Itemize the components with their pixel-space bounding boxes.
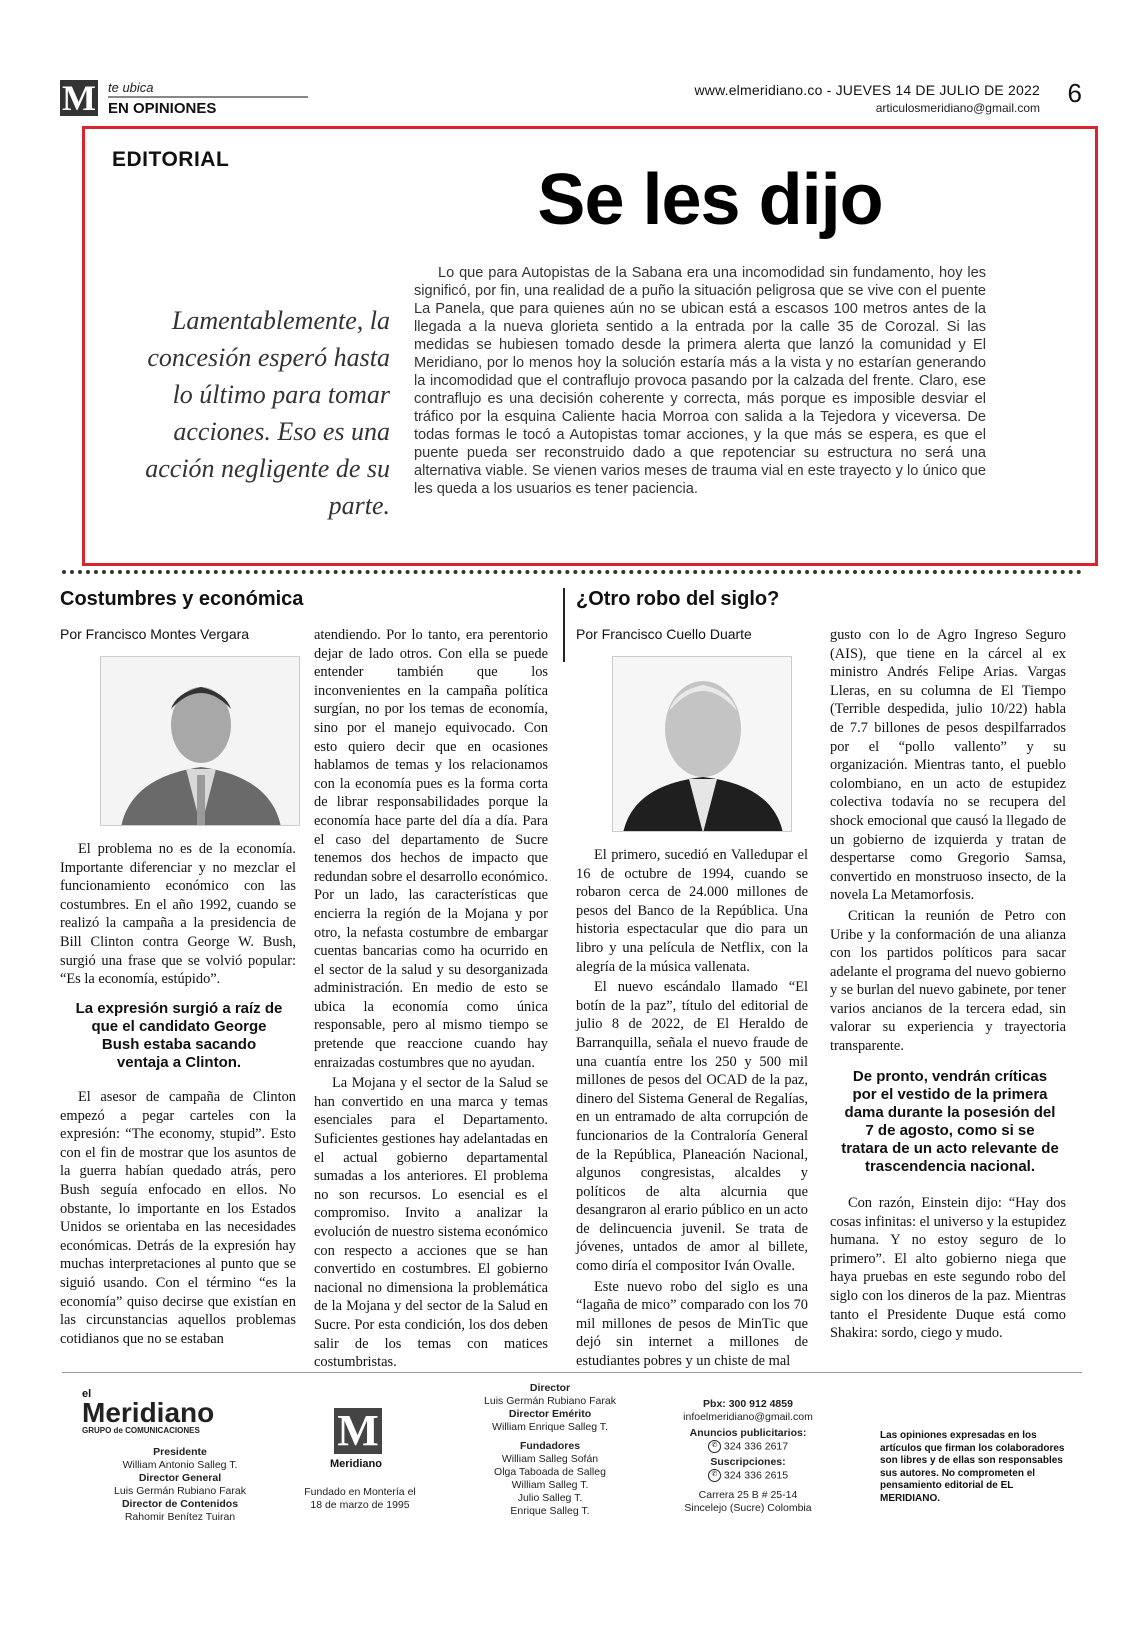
article2-paragraph: El nuevo escándalo llamado “El botín de la paz”, título del editorial de julio 8 de 2022, de El Heraldo de Barranquilla, señala el nuevo fraude de una cuantía entre los 250 y 500 mil millones de pesos del OCAD de la paz, dinero del Sistema General de Regalías, en un entramado de alta corrupción de funcionarios de la Contraloría General de la República, Planeación Nacional, algunos congresistas, alcaldes y políticos de alta alcurnia que desangraron al erario público en un acto de delincuencia juvenil. Se trata de jóvenes, untados de amor al billete, como diría el compositor Iván Ovalle. [576, 979, 808, 1275]
anuncios-phone[interactable]: 324 336 2617 [723, 1440, 789, 1453]
director-general-label: Director General [138, 1472, 222, 1484]
whatsapp-icon: ✆ [708, 1469, 721, 1482]
footer-staff [70, 1446, 290, 1524]
presidente-name: William Antonio Salleg T. [122, 1459, 238, 1471]
disclaimer: Las opiniones expresadas en los artículos que firman los colaboradores son libres y de ellas son responsables sus autores. No comprometen el pensamiento editorial de EL MERIDIANO. [880, 1430, 1065, 1504]
fundador: Enrique Salleg T. [510, 1505, 590, 1517]
article2-paragraph: Este nuevo robo del siglo es una “lagaña de mico” comparado con los 70 mil millones de pesos de MinTic que dejó sin internet a millones de estudiantes pobres y un chiste de mal [576, 1278, 808, 1370]
article1-paragraph: atendiendo. Por lo tanto, era perentorio dejar de lado otros. Con ella se puede entender también que los inconvenientes en la campaña política surgían, no por los temas de economía, sino por el manejo equivocado. Con esto quiero decir que en ocasiones hablamos de temas y los relacionamos con la economía pues es la forma corta de librar responsabilidades porque la economía hace parte del día a día. Para el caso del departamento de Sucre tenemos dos hechos de impacto que redundan sobre el desarrollo económico. Por un lado, las características que encierra la región de la Mojana y por otro, la nefasta costumbre de embargar cuentas bancarias como ha ocurrido en el sector de la salud y su desorganizada administración. En medio de esto se ubica la economía como única responsable, pero al mismo tiempo se pretende que reaccione cuando hay enraizadas costumbres que no ayudan. [314, 627, 548, 1071]
anuncios-phone-row[interactable] [668, 1440, 828, 1453]
director-general-name: Luis Germán Rubiano Farak [114, 1485, 246, 1497]
article1-column-2 [314, 626, 548, 1374]
footer-brand [82, 1388, 214, 1435]
brand-el: el [82, 1388, 92, 1400]
article1-paragraph: La Mojana y el sector de la Salud se han convertido en una marca y temas esenciales para el Departamento. Suficientes gestiones hay adelantadas en el actual gobierno departamental sumadas a los anteriores. El problema no son recursos. Lo esencial es el compromiso. Invito a analizar la evolución de nuestro sistema económico con respecto a acciones que se han convertido en costumbres. El gobierno nacional no dimensiona la problemática de la Mojana y del sector de la Salud en Sucre. Por esta condición, los dos deben salir de los temas con matices costumbristas. [314, 1075, 548, 1371]
whatsapp-icon: ✆ [708, 1440, 721, 1453]
article2-column-2 [830, 626, 1066, 1058]
author-photo-cuello [612, 656, 792, 832]
article2-byline: Por Francisco Cuello Duarte [576, 626, 752, 642]
article2-pull-quote: De pronto, vendrán críticas por el vestido de la primera dama durante la posesión del 7 de agosto, como si se tratara de un acto relevante de trascendencia nacional. [841, 1068, 1059, 1175]
tagline: te ubica [108, 80, 154, 95]
page-number: 6 [1067, 78, 1082, 108]
director-emerito-name: William Enrique Salleg T. [492, 1421, 608, 1433]
section-name: EN OPINIONES [108, 100, 217, 117]
article2-paragraph: Con razón, Einstein dijo: “Hay dos cosas infinitas: el universo y la estupidez humana. Y no estoy seguro de lo primero”. El alto gobierno niega que haya pruebas en este segundo robo del siglo con los dineros de la paz. Mientras tanto el Presidente Duque está como Shakira: sordo, ciego y mudo. [830, 1195, 1066, 1342]
fundador: William Salleg Sofán [501, 1453, 599, 1465]
article1-paragraph: El asesor de campaña de Clinton empezó a pegar carteles con la expresión: “The economy, stupid”. Esto con el fin de mostrar que los asuntos de la guerra habían quedado atrás, pero Bush seguía enfocado en ellos. No obstante, lo importante en los Estados Unidos se orientaba en las necesidades económicas. Detrás de la expresión hay muchas interpretaciones al punto que se siguió usando. Con el término “es la economía” quiso decirse que existían en las circunstancias aquellos problemas cotidianos que no se estaban [60, 1089, 296, 1347]
director-contenidos-name: Rahomir Benítez Tuiran [124, 1511, 236, 1523]
fundadores-label: Fundadores [519, 1440, 581, 1452]
author-photo-montes [100, 656, 300, 826]
article2-column-2b [830, 1194, 1066, 1345]
article1-column-1b [60, 1088, 296, 1350]
info-email[interactable]: infoelmeridiano@gmail.com [683, 1411, 813, 1423]
article2-paragraph: gusto con lo de Agro Ingreso Seguro (AIS), que tiene en la cárcel al ex ministro Andrés Felipe Arias. Vargas Lleras, en su columna de El Tiempo (Terrible despedida, julio 10/22) habla de 7.7 billones de pesos despilfarrados por el “pollo vallento” y su organización. Mientras tanto, el pueblo colombiano, en un acto de estupidez colectiva todavía no se recupera del shock emocional que causó la llegado de un gobierno de izquierda y tratan de despertarse como Gregorio Samsa, convertido en monstruoso insecto, de la novela La Metamorfosis. [830, 627, 1066, 904]
footer-logo-name: Meridiano [330, 1458, 382, 1470]
site-date-line[interactable]: www.elmeridiano.co - JUEVES 14 DE JULIO DE 2022 [694, 82, 1040, 98]
column-separator [563, 588, 565, 662]
dotted-divider [62, 570, 1082, 574]
brand-name: Meridiano [82, 1397, 215, 1428]
footer-divider [62, 1372, 1082, 1373]
fundador: Julio Salleg T. [517, 1492, 583, 1504]
article2-column-1 [576, 846, 808, 1373]
meridiano-logo-icon: M [60, 80, 98, 116]
editorial-body: Lo que para Autopistas de la Sabana era una incomodidad sin fundamento, hoy les significó, por fin, una realidad de a puño la situación peligrosa que se vive con el puente La Panela, que para quienes aún no se ubican está a escasos 100 metros antes de la llegada a la nueva glorieta sentido a la entrada por la calle 35 de Corozal. Si las medidas se hubiesen tomado desde la primera alerta que lanzó la comunidad y El Meridiano, por lo menos hoy la solución estaría más a la vista y no estarían generando la incomodidad que el contraflujo provoca pasando por la calzada del frente. Claro, ese contraflujo es una decisión coherente y correcta, más porque es imposible desviar el tráfico por la esquina Caliente hacia Morroa con salida a la Tejedora y viceversa. De todas formas le tocó a Autopistas tomar acciones, y la que más se espera, es que el puente pueda ser reconstruido dado a que repotenciar su estructura no será una alternativa viable. Se vienen varios meses de trauma vial en este trayecto y lo único que les queda a los usuarios es tener paciencia. [414, 265, 986, 497]
article2-paragraph: El primero, sucedió en Valledupar el 16 de octubre de 1994, cuando se robaron cerca de 24.000 millones de pesos del Banco de la República. Una historia espectacular que dio para un libro y una película de Netflix, con la alegría de la música vallenata. [576, 847, 808, 975]
editorial-pull-quote: Lamentablemente, la concesión esperó hasta lo último para tomar acciones. Eso es una acción negligente de su parte. [145, 306, 390, 520]
article2-title: ¿Otro robo del siglo? [576, 588, 780, 610]
article1-title: Costumbres y económica [60, 588, 304, 610]
anuncios-label: Anuncios publicitarios: [689, 1427, 807, 1439]
editorial-label: EDITORIAL [112, 148, 230, 171]
suscripciones-phone[interactable]: 324 336 2615 [723, 1469, 789, 1482]
fundado-text: Fundado en Montería el 18 de marzo de 1995 [304, 1486, 416, 1511]
footer-logo-icon: M [334, 1408, 382, 1454]
fundador: William Salleg T. [511, 1479, 589, 1491]
article1-byline: Por Francisco Montes Vergara [60, 626, 250, 642]
article1-pull-quote: La expresión surgió a raíz de que el candidato George Bush estaba sacando ventaja a Clinton. [75, 1000, 283, 1071]
footer-directors [470, 1382, 630, 1518]
footer-contact [668, 1398, 828, 1515]
suscripciones-phone-row[interactable] [668, 1469, 828, 1482]
section-divider [108, 96, 308, 98]
director-contenidos-label: Director de Contenidos [121, 1498, 239, 1510]
fundador: Olga Taboada de Salleg [494, 1466, 606, 1478]
article1-column-1 [60, 840, 296, 991]
contact-email[interactable]: articulosmeridiano@gmail.com [875, 101, 1040, 115]
editorial-title: Se les dijo [537, 160, 883, 240]
director-name: Luis Germán Rubiano Farak [484, 1395, 616, 1407]
article2-paragraph: Critican la reunión de Petro con Uribe y la conformación de una alianza con los partidos políticos para sacar adelante el programa del nuevo gobierno y se burlan del nuevo gabinete, por tener varios ancianos de la tercera edad, sin valorar su experiencia y trayectoria transparente. [830, 907, 1066, 1055]
address: Carrera 25 B # 25-14 [698, 1488, 798, 1501]
city: Sincelejo (Sucre) Colombia [684, 1501, 812, 1514]
director-emerito-label: Director Emérito [508, 1408, 592, 1420]
article1-paragraph: El problema no es de la economía. Importante diferenciar y no mezclar el funcionamiento económico con las costumbres. En el año 1992, cuando se realizó la campaña a la presidencia de Bill Clinton contra George W. Bush, surgió una frase que se volvió popular: “Es la economía, estúpido”. [60, 841, 296, 988]
director-label: Director [529, 1382, 571, 1394]
pbx[interactable]: Pbx: 300 912 4859 [703, 1398, 793, 1410]
presidente-label: Presidente [153, 1446, 207, 1458]
brand-sub: GRUPO de COMUNICACIONES [82, 1426, 200, 1435]
suscripciones-label: Suscripciones: [710, 1456, 786, 1469]
